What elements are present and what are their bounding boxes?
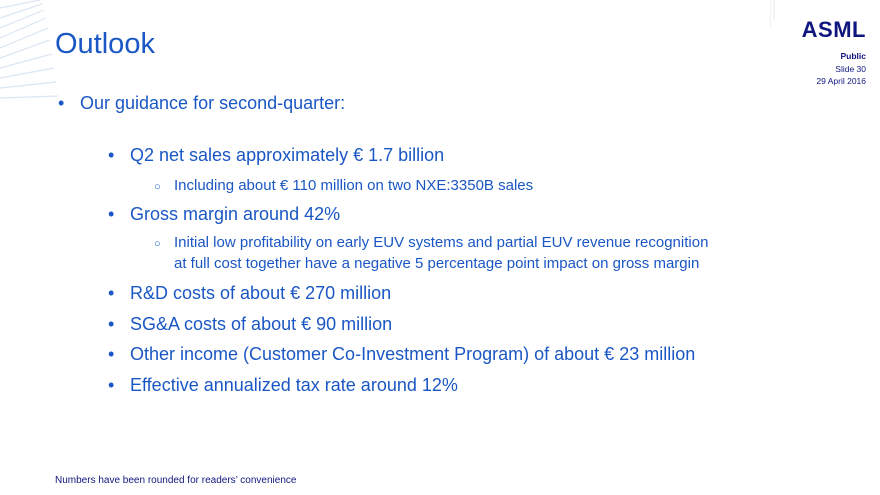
page-title: Outlook xyxy=(55,28,155,60)
item-text: SG&A costs of about € 90 million xyxy=(130,314,393,334)
bullet-dot: • xyxy=(108,204,115,224)
list-item xyxy=(108,314,393,335)
sub-bullet-circle: ○ xyxy=(154,238,161,250)
item-text: R&D costs of about € 270 million xyxy=(130,283,392,303)
item-text: Other income (Customer Co-Investment Program) of about € 23 million xyxy=(130,344,696,364)
list-item xyxy=(108,344,696,365)
decorative-corner-lines xyxy=(0,0,60,105)
bullet-dot: • xyxy=(108,375,115,395)
lead-text: Our guidance for second-quarter: xyxy=(80,93,346,113)
bullet-dot: • xyxy=(108,145,115,165)
item-text: Q2 net sales approximately € 1.7 billion xyxy=(130,145,445,165)
slide-number: Slide 30 xyxy=(835,63,866,74)
sub-item-text: Initial low profitability on early EUV systems and partial EUV revenue recognition xyxy=(174,234,709,251)
sub-bullet-circle: ○ xyxy=(154,181,161,193)
list-item xyxy=(108,145,445,166)
list-item xyxy=(58,93,346,114)
item-text: Gross margin around 42% xyxy=(130,204,341,224)
bullet-dot: • xyxy=(108,314,115,334)
item-text: Effective annualized tax rate around 12% xyxy=(130,375,458,395)
list-item xyxy=(108,204,341,225)
classification-label: Public xyxy=(840,51,866,61)
list-item xyxy=(154,232,709,253)
bullet-dot: • xyxy=(58,93,65,113)
asml-logo: ASML xyxy=(801,17,866,42)
footnote: Numbers have been rounded for readers’ convenience xyxy=(55,475,297,486)
slide-date: 29 April 2016 xyxy=(816,76,866,86)
sub-item-text: Including about € 110 million on two NXE:3350B sales xyxy=(174,177,534,194)
list-item xyxy=(108,375,458,396)
bullet-dot: • xyxy=(108,283,115,303)
slide-meta xyxy=(816,50,866,88)
list-item xyxy=(154,175,534,196)
list-item xyxy=(108,283,392,304)
sub-item-text: at full cost together have a negative 5 percentage point impact on gross margin xyxy=(174,255,700,272)
list-item-continuation xyxy=(174,253,699,274)
bullet-dot: • xyxy=(108,344,115,364)
